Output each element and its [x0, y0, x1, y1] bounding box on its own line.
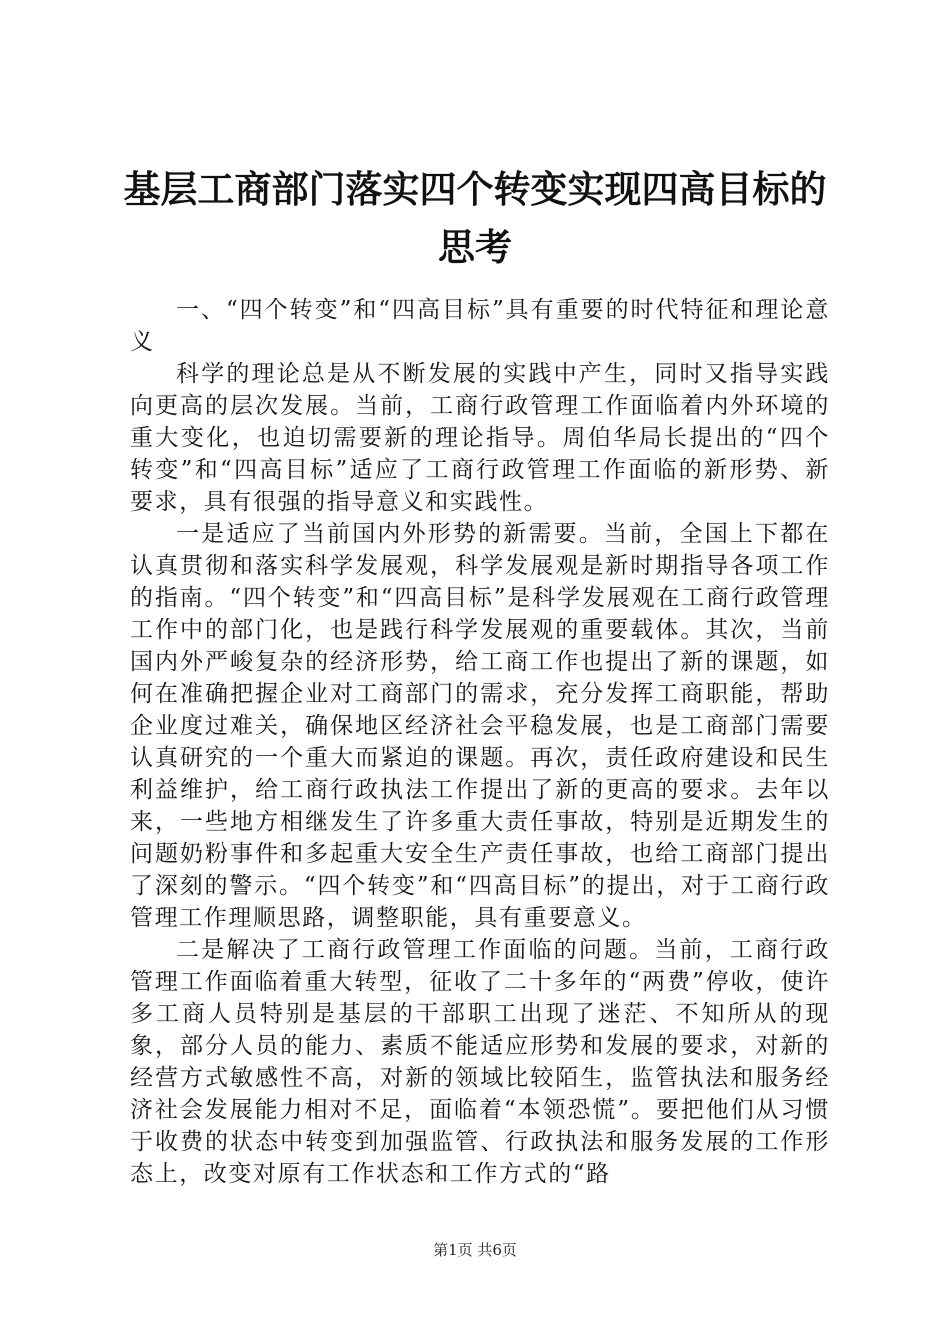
section-heading: 一、“四个转变”和“四高目标”具有重要的时代特征和理论意义 [130, 297, 830, 355]
body-paragraph: 一是适应了当前国内外形势的新需要。当前，全国上下都在认真贯彻和落实科学发展观，科学发展观是新时期指导各项工作的指南。“四个转变”和“四高目标”是科学发展观在工商行政管理工作中的部门化，也是践行科学发展观的重要载体。其次，当前国内外严峻复杂的经济形势，给工商工作也提出了新的课题，如何在准确把握企业对工商部门的需求，充分发挥工商职能，帮助企业度过难关，确保地区经济社会平稳发展，也是工商部门需要认真研究的一个重大而紧迫的课题。再次，责任政府建设和民生利益维护，给工商行政执法工作提出了新的更高的要求。去年以来，一些地方相继发生了许多重大责任事故，特别是近期发生的问题奶粉事件和多起重大安全生产责任事故，也给工商部门提出了深刻的警示。“四个转变”和“四高目标”的提出，对于工商行政管理工作理顺思路，调整职能，具有重要意义。 [130, 521, 830, 931]
document-body [130, 294, 830, 1190]
document-title: 基层工商部门落实四个转变实现四高目标的思考 [123, 167, 827, 269]
body-paragraph: 科学的理论总是从不断发展的实践中产生，同时又指导实践向更高的层次发展。当前，工商行政管理工作面临着内外环境的重大变化，也迫切需要新的理论指导。周伯华局长提出的“四个转变”和“四高目标”适应了工商行政管理工作面临的新形势、新要求，具有很强的指导意义和实践性。 [130, 361, 830, 515]
body-paragraph: 二是解决了工商行政管理工作面临的问题。当前，工商行政管理工作面临着重大转型，征收了二十多年的“两费”停收，使许多工商人员特别是基层的干部职工出现了迷茫、不知所从的现象，部分人员的能力、素质不能适应形势和发展的要求，对新的经营方式敏感性不高，对新的领域比较陌生，监管执法和服务经济社会发展能力相对不足，面临着“本领恐慌”。要把他们从习惯于收费的状态中转变到加强监管、行政执法和服务发展的工作形态上，改变对原有工作状态和工作方式的“路 [130, 937, 830, 1187]
page-number-footer: 第1页 共6页 [433, 1241, 517, 1259]
